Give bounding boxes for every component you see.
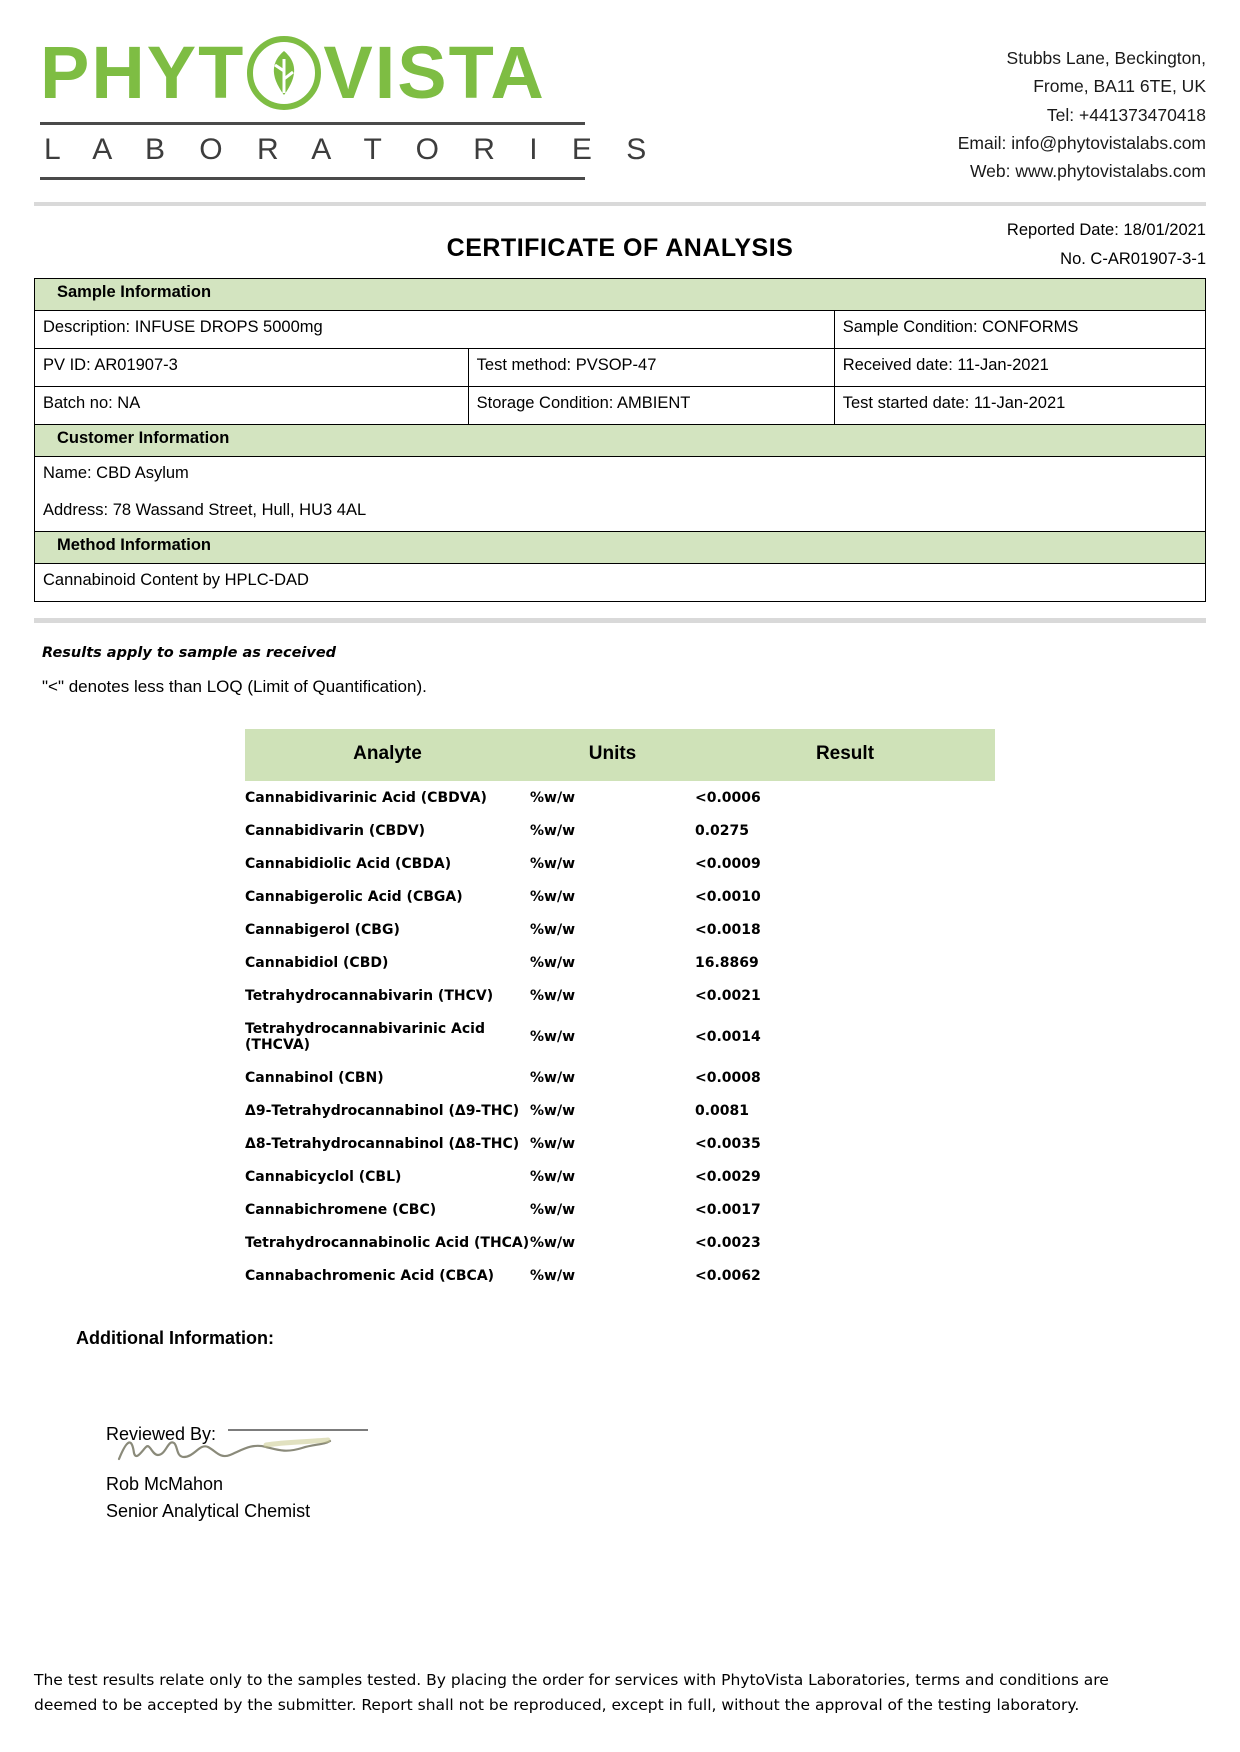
analyte-units: %w/w (530, 1102, 576, 1119)
page-footer (34, 1668, 1206, 1718)
analyte-result: <0.0062 (695, 1267, 761, 1284)
document-meta (1007, 216, 1206, 274)
customer-information-heading: Customer Information (35, 424, 1206, 456)
method-information-heading: Method Information (35, 531, 1206, 563)
test-method: Test method: PVSOP-47 (468, 348, 834, 386)
table-row (245, 847, 995, 880)
brand-logo (34, 30, 660, 180)
customer-address: Address: 78 Wassand Street, Hull, HU3 4AL (35, 494, 1206, 532)
results-header-row (245, 729, 995, 781)
signature-image (116, 1433, 346, 1475)
contact-website: Web: www.phytovistalabs.com (969, 161, 1206, 182)
table-row (245, 913, 995, 946)
method-info-heading-row (35, 531, 1206, 563)
sample-information-heading: Sample Information (35, 278, 1206, 310)
analyte-result: <0.0018 (695, 921, 761, 938)
column-header-analyte: Analyte (245, 729, 530, 781)
sample-condition: Sample Condition: CONFORMS (834, 310, 1205, 348)
method-description: Cannabinoid Content by HPLC-DAD (35, 563, 1206, 601)
results-table (245, 729, 995, 1292)
brand-subtitle: L A B O R A T O R I E S (44, 133, 660, 166)
analyte-name: Cannabachromenic Acid (CBCA) (245, 1267, 495, 1284)
table-row (245, 1259, 995, 1292)
analyte-units: %w/w (530, 888, 576, 905)
brand-wordmark (40, 30, 660, 116)
results-note: Results apply to sample as received (42, 644, 337, 661)
table-row (35, 563, 1206, 601)
analyte-name: Cannabicyclol (CBL) (245, 1168, 402, 1185)
signature-area (106, 1423, 1206, 1471)
storage-condition: Storage Condition: AMBIENT (468, 386, 834, 424)
analyte-name: Δ9-Tetrahydrocannabinol (Δ9-THC) (245, 1102, 520, 1119)
results-table-wrapper (34, 729, 1206, 1292)
analyte-result: <0.0010 (695, 888, 761, 905)
table-row (245, 979, 995, 1012)
table-row (245, 946, 995, 979)
table-row (35, 310, 1206, 348)
table-row (245, 1160, 995, 1193)
table-row (35, 456, 1206, 494)
logo-divider-top (40, 122, 585, 125)
table-row (245, 1094, 995, 1127)
analyte-name: Cannabidiolic Acid (CBDA) (245, 855, 452, 872)
title-row (34, 216, 1206, 276)
analyte-units: %w/w (530, 987, 576, 1004)
table-row (245, 1226, 995, 1259)
analyte-name: Cannabidivarin (CBDV) (245, 822, 426, 839)
sample-information-table (34, 278, 1206, 602)
logo-divider-bottom (40, 177, 585, 180)
analyte-result: 16.8869 (695, 954, 759, 971)
table-row (245, 880, 995, 913)
table-row (245, 1061, 995, 1094)
analyte-units: %w/w (530, 1135, 576, 1152)
customer-info-heading-row (35, 424, 1206, 456)
table-row (245, 1127, 995, 1160)
analyte-units: %w/w (530, 954, 576, 971)
lab-contact-details (958, 30, 1206, 186)
contact-address-line1: Stubbs Lane, Beckington, (1006, 48, 1206, 68)
analyte-result: 0.0275 (695, 822, 750, 839)
contact-phone: Tel: +441373470418 (1046, 104, 1206, 125)
analyte-name: Cannabinol (CBN) (245, 1069, 384, 1086)
table-row (35, 494, 1206, 532)
reviewer-role: Senior Analytical Chemist (106, 1500, 311, 1521)
brand-name-part2: VISTA (323, 31, 546, 114)
section-divider (34, 618, 1206, 623)
pv-id: PV ID: AR01907-3 (35, 348, 469, 386)
analyte-units: %w/w (530, 1267, 576, 1284)
table-row (245, 1193, 995, 1226)
analyte-units: %w/w (530, 855, 576, 872)
analyte-result: <0.0029 (695, 1168, 761, 1185)
analyte-units: %w/w (530, 921, 576, 938)
document-number: No. C-AR01907-3-1 (1060, 249, 1206, 268)
table-row (35, 386, 1206, 424)
analyte-result: <0.0009 (695, 855, 761, 872)
analyte-name: Tetrahydrocannabinolic Acid (THCA) (245, 1234, 530, 1251)
signature-block (34, 1423, 1206, 1525)
analyte-units: %w/w (530, 1028, 576, 1045)
reported-date: Reported Date: 18/01/2021 (1006, 220, 1206, 239)
analyte-result: <0.0017 (695, 1201, 761, 1218)
analyte-units: %w/w (530, 1234, 576, 1251)
customer-name: Name: CBD Asylum (35, 456, 1206, 494)
results-body (245, 781, 995, 1292)
analyte-name: Cannabidivarinic Acid (CBDVA) (245, 789, 487, 806)
received-date: Received date: 11-Jan-2021 (834, 348, 1205, 386)
analyte-result: <0.0006 (695, 789, 761, 806)
analyte-name: Tetrahydrocannabivarinic Acid (THCVA) (245, 1020, 485, 1053)
table-row (35, 348, 1206, 386)
brand-name-part1: PHYT (40, 31, 246, 114)
analyte-name: Cannabidiol (CBD) (245, 954, 389, 971)
reviewer-name: Rob McMahon (106, 1473, 224, 1494)
loq-note: "<" denotes less than LOQ (Limit of Quantification). (42, 676, 427, 696)
batch-no: Batch no: NA (35, 386, 469, 424)
page-header (34, 30, 1206, 186)
analyte-units: %w/w (530, 1168, 576, 1185)
analyte-units: %w/w (530, 1069, 576, 1086)
analyte-result: <0.0014 (695, 1028, 761, 1045)
reviewed-by-label: Reviewed By: (106, 1423, 217, 1444)
test-started-date: Test started date: 11-Jan-2021 (834, 386, 1205, 424)
column-header-result: Result (695, 729, 995, 781)
signature-line (228, 1429, 368, 1431)
contact-address-line2: Frome, BA11 6TE, UK (1033, 76, 1206, 97)
analyte-result: <0.0008 (695, 1069, 761, 1086)
analyte-name: Cannabigerolic Acid (CBGA) (245, 888, 463, 905)
analyte-result: <0.0035 (695, 1135, 761, 1152)
table-row (245, 781, 995, 814)
header-divider (34, 202, 1206, 206)
sample-info-heading-row (35, 278, 1206, 310)
analyte-units: %w/w (530, 1201, 576, 1218)
analyte-name: Tetrahydrocannabivarin (THCV) (245, 987, 494, 1004)
analyte-name: Δ8-Tetrahydrocannabinol (Δ8-THC) (245, 1135, 520, 1152)
page-title: CERTIFICATE OF ANALYSIS (446, 233, 794, 262)
table-row (245, 1012, 995, 1061)
analyte-result: 0.0081 (695, 1102, 750, 1119)
footer-line1: The test results relate only to the samples tested. By placing the order for services with PhytoVista Laboratories, terms and conditions are (34, 1671, 1109, 1690)
analyte-result: <0.0021 (695, 987, 761, 1004)
footer-line2: deemed to be accepted by the submitter. Report shall not be reproduced, except in full, without the approval of the testing laboratory. (34, 1696, 1080, 1715)
analyte-result: <0.0023 (695, 1234, 761, 1251)
additional-information-label: Additional Information: (76, 1327, 274, 1348)
analyte-name: Cannabigerol (CBG) (245, 921, 400, 938)
contact-email: Email: info@phytovistalabs.com (957, 133, 1206, 154)
column-header-units: Units (530, 729, 695, 781)
analyte-name: Cannabichromene (CBC) (245, 1201, 437, 1218)
leaf-in-circle-icon (247, 36, 321, 110)
analyte-units: %w/w (530, 789, 576, 806)
analyte-units: %w/w (530, 822, 576, 839)
table-row (245, 814, 995, 847)
sample-description: Description: INFUSE DROPS 5000mg (35, 310, 835, 348)
